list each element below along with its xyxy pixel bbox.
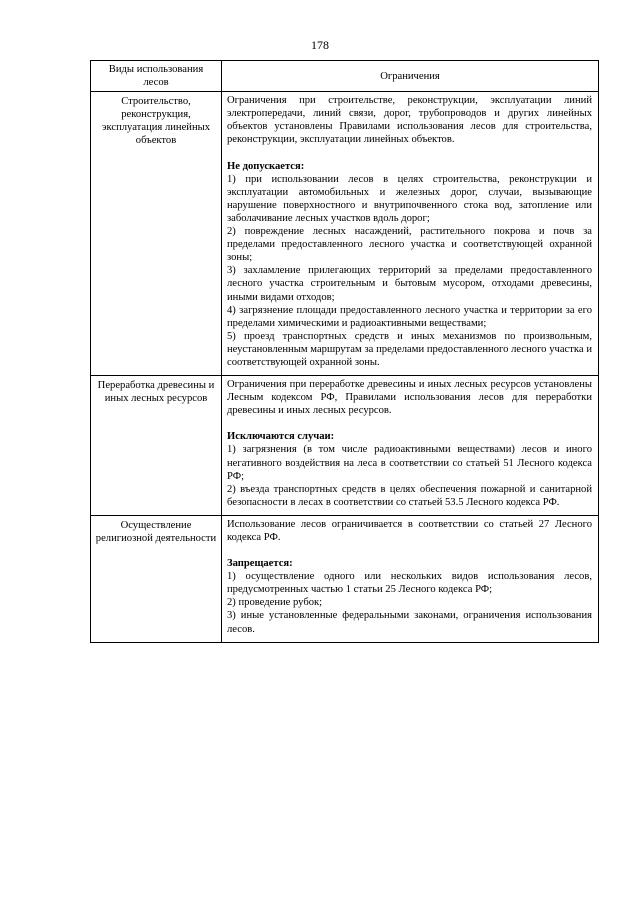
- table-row: [91, 92, 599, 376]
- restriction-subheading: Исключаются случаи:: [227, 431, 335, 443]
- restriction-item: 1) загрязнения (в том числе радиоактивными веществами) лесов и иного негативного воздействия на леса в соответствии со статьей 51 Лесного кодекса РФ;: [227, 444, 592, 482]
- restriction-item: 2) проведение рубок;: [227, 597, 323, 609]
- restriction-item: 2) повреждение лесных насаждений, растительного покрова и почв за пределами предоставленного лесного участка и соответствующей охранной зоны;: [227, 226, 592, 264]
- use-type-cell: Строительство, реконструкция, эксплуатация линейных объектов: [91, 92, 222, 376]
- restrictions-cell: [222, 92, 599, 376]
- use-type-cell: Осуществление религиозной деятельности: [91, 515, 222, 642]
- restriction-intro: Использование лесов ограничивается в соответствии со статьей 27 Лесного кодекса РФ.: [227, 518, 592, 543]
- restriction-item: 1) осуществление одного или нескольких видов использования лесов, предусмотренных частью 1 статьи 25 Лесного кодекса РФ;: [227, 571, 592, 596]
- use-type-cell: Переработка древесины и иных лесных ресурсов: [91, 376, 222, 516]
- restriction-item: 1) при использовании лесов в целях строительства, реконструкции и эксплуатации автомобильных и железных дорог, случаи, вызывающие нарушение поверхностного и внутрипочвенного стока вод, затопление или заболачивание лесных участков вдоль дорог;: [227, 173, 592, 224]
- restriction-intro: Ограничения при строительстве, реконструкции, эксплуатации линий электропередачи, линий связи, дорог, трубопроводов и других линейных объектов установлены Правилами использования лесов для строительства, реконструкции, эксплуатации линейных объектов.: [227, 95, 592, 146]
- restriction-item: 2) въезда транспортных средств в целях обеспечения пожарной и санитарной безопасности в лесах в соответствии со статьей 53.5 Лесного кодекса РФ.: [227, 483, 592, 508]
- restriction-item: 3) иные установленные федеральными законами, ограничения использования лесов.: [227, 610, 592, 635]
- header-restrictions: Ограничения: [222, 61, 599, 92]
- header-use-types: Виды использования лесов: [91, 61, 222, 92]
- restriction-intro: Ограничения при переработке древесины и иных лесных ресурсов установлены Лесным кодексом РФ, Правилами использования лесов для переработки древесины и иных лесных ресурсов.: [227, 379, 592, 417]
- table-header-row: [91, 61, 599, 92]
- restrictions-cell: [222, 376, 599, 516]
- restriction-item: 5) проезд транспортных средств и иных механизмов по произвольным, неустановленным маршрутам за пределами предоставленного лесного участка и соответствующей охранной зоны.: [227, 330, 592, 368]
- table-row: [91, 376, 599, 516]
- restriction-item: 3) захламление прилегающих территорий за пределами предоставленного лесного участка строительным и бытовым мусором, отходами древесины, иными видами отходов;: [227, 265, 592, 303]
- restrictions-cell: [222, 515, 599, 642]
- restriction-item: 4) загрязнение площади предоставленного лесного участка и территории за его пределами химическими и радиоактивными веществами;: [227, 304, 592, 329]
- restriction-subheading: Запрещается:: [227, 558, 293, 570]
- restrictions-table: [90, 60, 599, 643]
- table-row: [91, 515, 599, 642]
- page-number: 178: [311, 38, 329, 52]
- restriction-subheading: Не допускается:: [227, 160, 305, 172]
